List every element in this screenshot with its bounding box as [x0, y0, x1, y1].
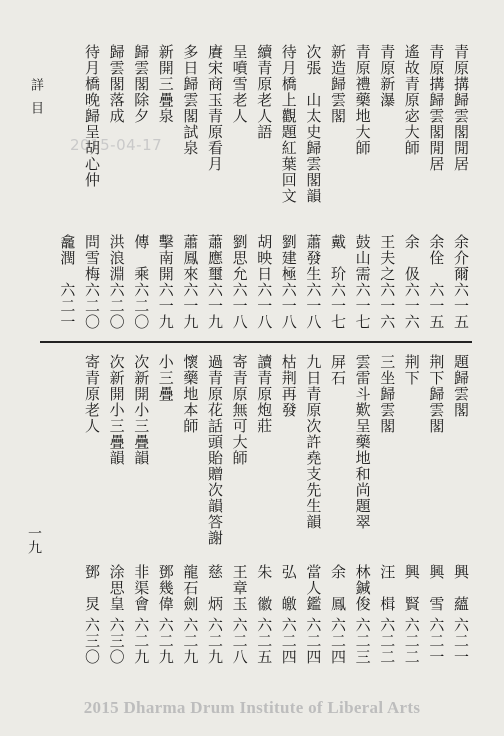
entry-page: 六一六: [378, 282, 397, 330]
entry-author: 問雪梅: [83, 234, 101, 282]
entry-page: 六一六: [402, 282, 421, 330]
entry-page: 六一五: [427, 282, 446, 330]
entry-author: 龍石劍: [181, 564, 200, 612]
entry-author: 傳 乘: [132, 234, 151, 282]
entry-page: 六一八: [279, 282, 298, 330]
entry-author: 鼓山需: [353, 234, 372, 282]
entry-title: 小三疊: [156, 354, 175, 402]
entry-page: 六三〇: [107, 617, 126, 665]
entry-author: 王章玉: [230, 564, 249, 612]
entry-title: 續青原老人語: [255, 44, 274, 140]
entry-page: 六一八: [304, 282, 323, 330]
entry-author: 蕭發生: [304, 234, 323, 282]
entry-author: 胡映日: [255, 234, 274, 282]
entry-author: 興 雪: [427, 564, 446, 612]
entry-page: 六二〇: [83, 282, 101, 330]
entry-page: 六二八: [230, 617, 249, 665]
page-number: 一九: [26, 526, 42, 554]
entry-page: 六三〇: [83, 617, 101, 665]
entry-title: 多日歸雲閣試泉: [181, 44, 200, 156]
running-header: 詳目: [28, 78, 43, 124]
entry-page: 六二二: [402, 617, 421, 665]
entry-title: 屏石: [329, 354, 347, 386]
entry-title: 歸雲閣落成: [107, 44, 126, 124]
entry-page: 六一七: [353, 282, 372, 330]
entry-page: 六二四: [304, 617, 323, 665]
entry-author: 王夫之: [378, 234, 397, 282]
entry-title: 雲雷斗歎呈藥地和尚題翠: [353, 354, 372, 530]
entry-title: 青原新瀑: [378, 44, 397, 108]
entry-title: 呈噴雪老人: [230, 44, 249, 124]
entry-page: 六二三: [353, 617, 372, 665]
entry-page: 六一五: [452, 282, 470, 330]
entry-title: 待月橋晚歸呈胡心仲: [83, 44, 101, 188]
entry-title: 懷藥地本師: [181, 354, 200, 434]
entry-author: 蕭應璽: [206, 234, 224, 282]
entry-page: 六一八: [230, 282, 249, 330]
entry-author: 擊南開: [156, 234, 175, 282]
entry-title: 賡宋商玉青原看月: [206, 44, 224, 172]
entry-title: 九日青原次許堯支先生韻: [304, 354, 323, 530]
entry-author: 余佺: [427, 234, 446, 266]
entry-page: 六二〇: [107, 282, 126, 330]
entry-author: 弘 皦: [279, 564, 298, 612]
entry-title: 次張 山太史歸雲閣韻: [304, 44, 323, 204]
section-divider: [40, 341, 472, 343]
entry-page: 六二〇: [132, 282, 151, 330]
entry-page: 六二九: [156, 617, 175, 665]
entry-author: 鄧幾偉: [156, 564, 175, 612]
entry-author: 余 鳳: [329, 564, 347, 612]
entry-page: 六二四: [329, 617, 347, 665]
entry-author: 非渠會: [132, 564, 151, 612]
entry-title: 次新開小三疊韻: [107, 354, 126, 466]
entry-page: 六一九: [181, 282, 200, 330]
entry-page: 六二四: [279, 617, 298, 665]
entry-title: 青原禮藥地大師: [353, 44, 372, 156]
entry-author: 劉建極: [279, 234, 298, 282]
entry-title: 過青原花話頭貽贈次韻答謝: [206, 354, 224, 546]
entry-page: 六二一: [452, 617, 470, 665]
entry-title: 青原搆歸雲閣閒居: [452, 44, 470, 172]
entry-author: 當人鑑: [304, 564, 323, 612]
entry-title: 讀青原炮莊: [255, 354, 274, 434]
footer-watermark: 2015 Dharma Drum Institute of Liberal Arts: [83, 698, 421, 717]
entry-page: 六二九: [181, 617, 200, 665]
entry-author: 興 蘊: [452, 564, 470, 612]
entry-page: 六一七: [329, 282, 347, 330]
entry-title: 三坐歸雲閣: [378, 354, 397, 434]
entry-page: 六二九: [206, 617, 224, 665]
entry-page: 六二一: [427, 617, 446, 665]
entry-title: 寄青原老人: [83, 354, 101, 434]
entry-author: 戴 玠: [329, 234, 347, 282]
entry-author: 涂思皇: [107, 564, 126, 612]
entry-title: 寄青原無可大師: [230, 354, 249, 466]
entry-title: 遙故青原宓大師: [402, 44, 421, 156]
scan-date-watermark: 2015-04-17: [70, 136, 163, 154]
entry-author: 朱 徽: [255, 564, 274, 612]
entry-author: 余介爾: [452, 234, 470, 282]
entry-author: 鄧 炅: [83, 564, 101, 612]
entry-title: 荆下歸雲閣: [427, 354, 446, 434]
entry-page: 六一九: [156, 282, 175, 330]
entry-title: 新開三疊泉: [156, 44, 175, 124]
entry-page: 六二五: [255, 617, 274, 665]
entry-page: 六一九: [206, 282, 224, 330]
entry-author: 余 伋: [402, 234, 421, 282]
entry-author: 慈 炳: [206, 564, 224, 612]
entry-page: 六二九: [132, 617, 151, 665]
entry-author: 興 賢: [402, 564, 421, 612]
entry-author: 劉思允: [230, 234, 249, 282]
entry-author: 林鍼俊: [353, 564, 372, 612]
entry-author: 龕潤: [58, 234, 77, 266]
entry-title: 題歸雲閣: [452, 354, 470, 418]
entry-title: 待月橋上觀題紅葉回文: [279, 44, 298, 204]
entry-page: 六一八: [255, 282, 274, 330]
entry-title: 青原搆歸雲閣閒居: [427, 44, 446, 172]
entry-author: 洪浪淵: [107, 234, 126, 282]
entry-title: 新造歸雲閣: [329, 44, 347, 124]
entry-author: 汪 楫: [378, 564, 397, 612]
entry-title: 枯荆再發: [279, 354, 298, 418]
entry-title: 荆下: [402, 354, 421, 386]
entry-page: 六二二: [378, 617, 397, 665]
entry-author: 蕭鳳來: [181, 234, 200, 282]
entry-title: 次新開小三疊韻: [132, 354, 151, 466]
entry-page: 六二一: [58, 282, 77, 330]
entry-title: 歸雲閣除夕: [132, 44, 151, 124]
